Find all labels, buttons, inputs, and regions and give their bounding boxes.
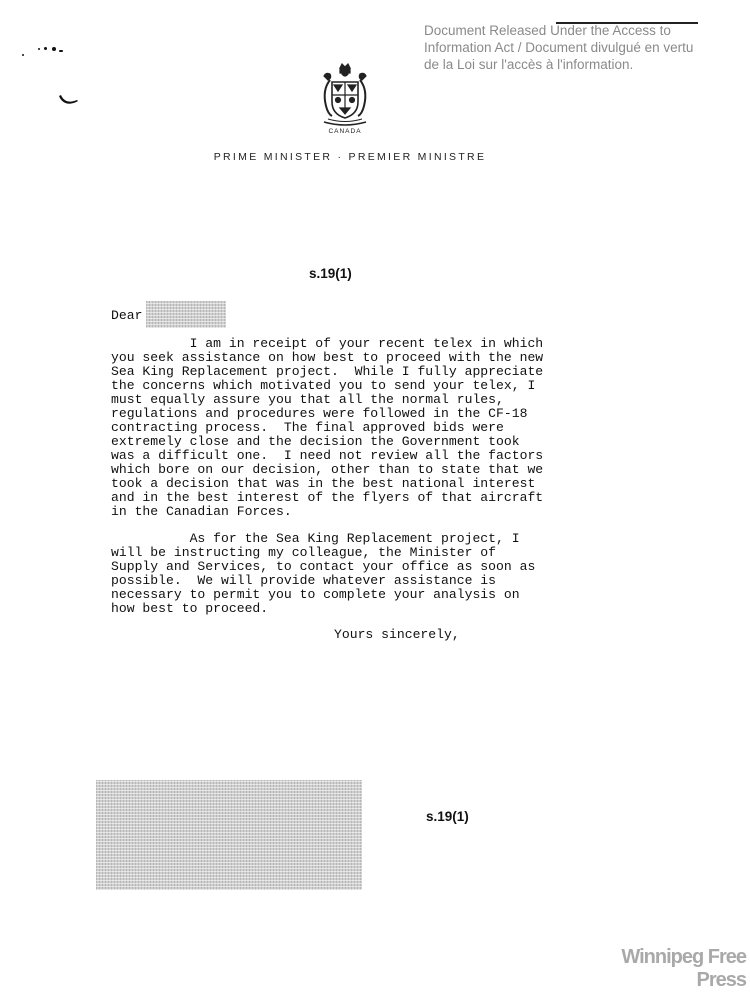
body-line: possible. We will provide whatever assistance is: [111, 573, 497, 588]
salutation: Dear: [111, 308, 143, 323]
body-line: Sea King Replacement project. While I fully appreciate: [111, 364, 544, 379]
body-line: in the Canadian Forces.: [111, 504, 292, 519]
body-line: regulations and procedures were followed in the CF-18: [111, 406, 528, 421]
body-line: you seek assistance on how best to proceed with the new: [111, 350, 544, 365]
newspaper-watermark: Winnipeg Free Press: [621, 946, 746, 991]
body-line: will be instructing my colleague, the Minister of: [111, 545, 497, 560]
office-heading: PRIME MINISTER · PREMIER MINISTRE: [213, 151, 487, 163]
letter-paragraph-1: [111, 337, 543, 519]
coat-of-arms-crest: [318, 62, 372, 128]
exemption-code-top: s.19(1): [309, 266, 352, 281]
scan-speck: [59, 50, 63, 52]
body-line: must equally assure you that all the normal rules,: [111, 392, 504, 407]
stamp-line-1: Document Released Under the Access to: [424, 23, 671, 38]
body-line: Supply and Services, to contact your office as soon as: [111, 559, 536, 574]
stamp-line-3: de la Loi sur l'accès à l'information.: [424, 57, 634, 72]
body-line: extremely close and the decision the Government took: [111, 434, 520, 449]
scan-mark: [58, 94, 80, 108]
release-stamp: [424, 22, 724, 73]
scan-speck: [22, 54, 24, 56]
exemption-code-bottom: s.19(1): [426, 809, 469, 824]
scan-speck: [44, 47, 47, 50]
redacted-signature: [96, 780, 362, 890]
body-line: contracting process. The final approved bids were: [111, 420, 504, 435]
body-line: how best to proceed.: [111, 601, 269, 616]
letter-paragraph-2: [111, 532, 535, 616]
country-label: CANADA: [328, 128, 362, 135]
body-line: I am in receipt of your recent telex in which: [111, 336, 544, 351]
body-line: which bore on our decision, other than to state that we: [111, 462, 544, 477]
body-line: took a decision that was in the best national interest: [111, 476, 536, 491]
body-line: the concerns which motivated you to send your telex, I: [111, 378, 536, 393]
closing: Yours sincerely,: [334, 627, 460, 642]
body-line: and in the best interest of the flyers of that aircraft: [111, 490, 544, 505]
redacted-recipient: [146, 301, 226, 328]
stamp-line-2: Information Act / Document divulgué en vertu: [424, 40, 694, 55]
body-line: necessary to permit you to complete your analysis on: [111, 587, 520, 602]
body-line: was a difficult one. I need not review all the factors: [111, 448, 544, 463]
body-line: As for the Sea King Replacement project, I: [111, 531, 520, 546]
scan-speck: [52, 47, 56, 51]
scan-speck: [38, 48, 40, 50]
